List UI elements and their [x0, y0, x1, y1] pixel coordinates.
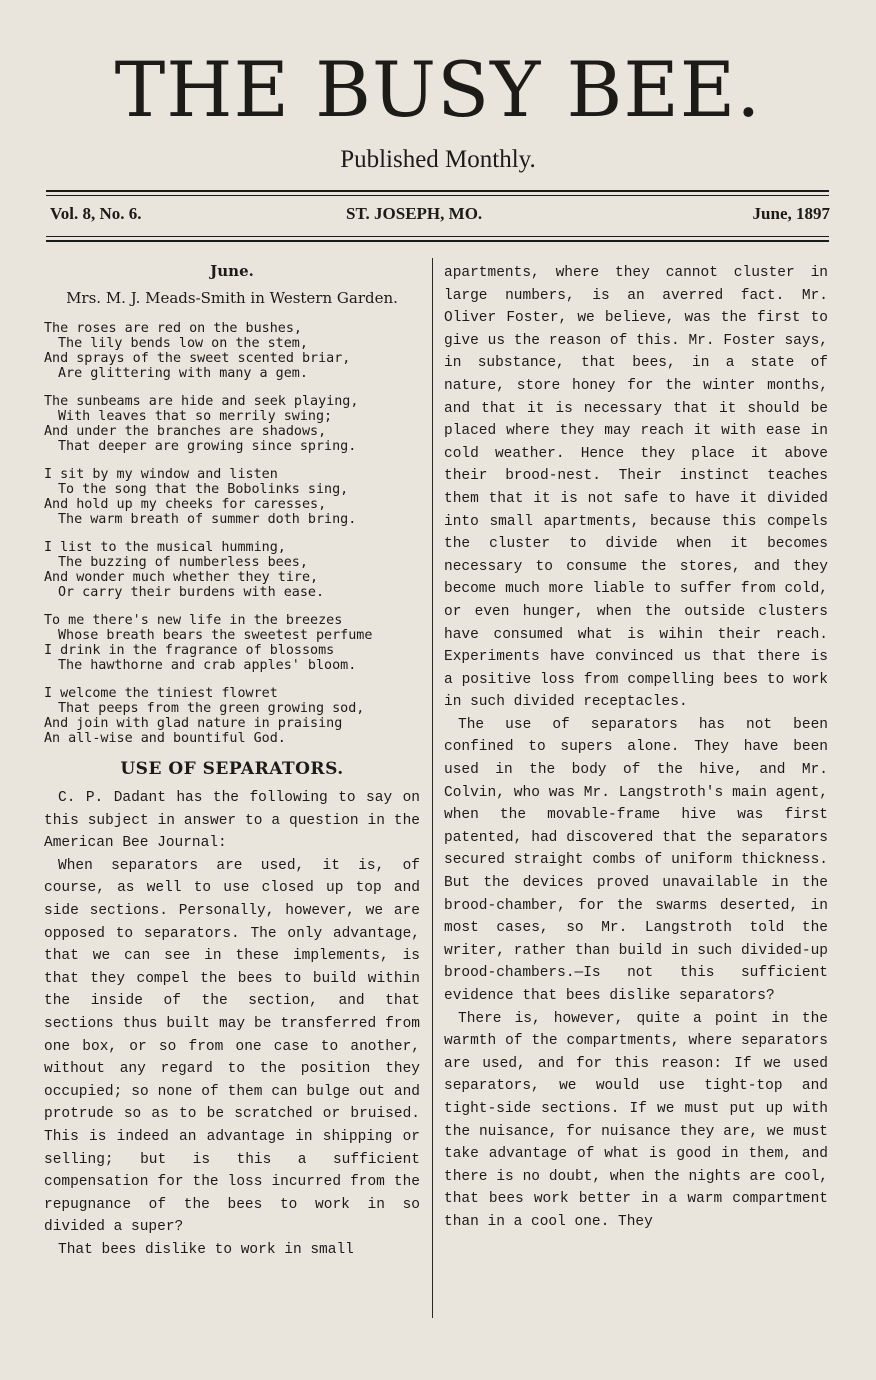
- poem-line: The roses are red on the bushes,: [44, 321, 302, 336]
- top-rule-thin: [46, 195, 829, 196]
- article-paragraph: C. P. Dadant has the following to say on this subject in answer to a question in the American Bee Journal:: [44, 790, 420, 852]
- article-paragraph: The use of separators has not been confined to supers alone. They have been used in the body of the hive, and Mr. Colvin, who was Mr. Langstroth's main agent, when the movable-frame hive was first patented, had discovered that the separators secured straight combs of uniform thickness. But the devices proved unavailable in the brood-chamber, for the swarms deserted, in most cases, so Mr. Langstroth told the writer, rather than build in such divided-up brood-chambers.—Is not this sufficient evidence that bees dislike separators?: [444, 716, 828, 1004]
- poem-line: And wonder much whether they tire,: [44, 570, 319, 585]
- poem-line: And hold up my cheeks for caresses,: [44, 497, 327, 512]
- article-paragraph: That bees dislike to work in small: [58, 1241, 354, 1258]
- masthead-subtitle: Published Monthly.: [340, 146, 536, 173]
- poem-line: Are glittering with many a gem.: [58, 366, 308, 381]
- article-paragraph: When separators are used, it is, of course, as well to use closed up top and side sections. Personally, however, we are opposed to separators. The only advantage, that we can see in these implements, is that they compel the bees to build within the inside of the section, and that sections thus built may be transferred from one box, or so from one case to another, without any regard to the position they occupied; so none of them can bulge out and protrude so as to be scratched or bruised. This is indeed an advantage in shipping or selling; but is this a sufficient compensation for the loss incurred from the repugnance of the bees to work in so divided a super?: [44, 857, 420, 1236]
- poem-stanza: [44, 394, 420, 454]
- left-column: [44, 262, 420, 1261]
- issue-date: June, 1897: [752, 204, 830, 223]
- poem-line: I list to the musical humming,: [44, 540, 286, 555]
- poem-line: An all-wise and bountiful God.: [44, 731, 286, 746]
- poem-line: The sunbeams are hide and seek playing,: [44, 394, 359, 409]
- poem-line: Or carry their burdens with ease.: [58, 585, 325, 600]
- article-paragraph: apartments, where they cannot cluster in large numbers, is an averred fact. Mr. Oliver Foster, we believe, was the first to give us the reason of this. Mr. Foster says, in substance, that bees, in a state of nature, store honey for the winter months, and that it is necessary that it should be placed where they may reach it with ease in cold weather. Hence they place it above their brood-nest. Their instinct teaches them that it is not safe to have it divided into small apartments, because this compels the cluster to divide when it becomes necessary to consume the stores, and they become much more liable to suffer from cold, or even hunger, when the outside clusters have consumed what is wihin their reach. Experiments have convinced us that there is a positive loss from compelling bees to work in such divided receptacles.: [444, 265, 828, 711]
- poem-line: The lily bends low on the stem,: [58, 336, 308, 351]
- poem-line: To the song that the Bobolinks sing,: [58, 482, 349, 497]
- poem-line: Whose breath bears the sweetest perfume: [58, 628, 373, 643]
- article-body-left: [44, 787, 420, 1261]
- bottom-rule: [46, 240, 829, 242]
- poem-line: The buzzing of numberless bees,: [58, 555, 308, 570]
- bottom-rule-thin: [46, 236, 829, 237]
- poem-line: And sprays of the sweet scented briar,: [44, 351, 351, 366]
- article-paragraph: There is, however, quite a point in the warmth of the compartments, where separators are used, and for this reason: If we used separators, we would use tight-top and tight-side sections. If we must put up with the nuisance, for nuisance they are, we must take advantage of what is good in them, and there is no doubt, when the nights are cool, that bees work better in a warm compartment than in a cool one. They: [444, 1010, 828, 1230]
- poem-line: The hawthorne and crab apples' bloom.: [58, 658, 357, 673]
- poem-stanza: [44, 321, 420, 381]
- poem-title: June.: [210, 262, 254, 280]
- poem-line: That deeper are growing since spring.: [58, 439, 357, 454]
- poem-line: I drink in the fragrance of blossoms: [44, 643, 335, 658]
- poem-line: And join with glad nature in praising: [44, 716, 343, 731]
- top-rule: [46, 190, 829, 192]
- poem-stanza: [44, 540, 420, 600]
- poem-byline: Mrs. M. J. Meads-Smith in Western Garden.: [66, 289, 398, 307]
- poem-line: I sit by my window and listen: [44, 467, 278, 482]
- poem-line: To me there's new life in the breezes: [44, 613, 343, 628]
- dateline: [50, 204, 830, 228]
- poem-line: With leaves that so merrily swing;: [58, 409, 333, 424]
- right-column: [444, 262, 828, 1234]
- poem-stanza: [44, 613, 420, 673]
- poem-stanza: [44, 686, 420, 746]
- column-divider: [432, 258, 433, 1318]
- publication-place: ST. JOSEPH, MO.: [346, 204, 483, 223]
- article-title: USE OF SEPARATORS.: [120, 759, 344, 779]
- masthead-title: THE BUSY BEE.: [114, 45, 762, 134]
- volume-number: Vol. 8, No. 6.: [50, 204, 142, 223]
- article-body-right: [444, 262, 828, 1234]
- poem-line: I welcome the tiniest flowret: [44, 686, 278, 701]
- poem-line: And under the branches are shadows,: [44, 424, 327, 439]
- poem-stanza: [44, 467, 420, 527]
- poem-line: That peeps from the green growing sod,: [58, 701, 365, 716]
- poem-line: The warm breath of summer doth bring.: [58, 512, 357, 527]
